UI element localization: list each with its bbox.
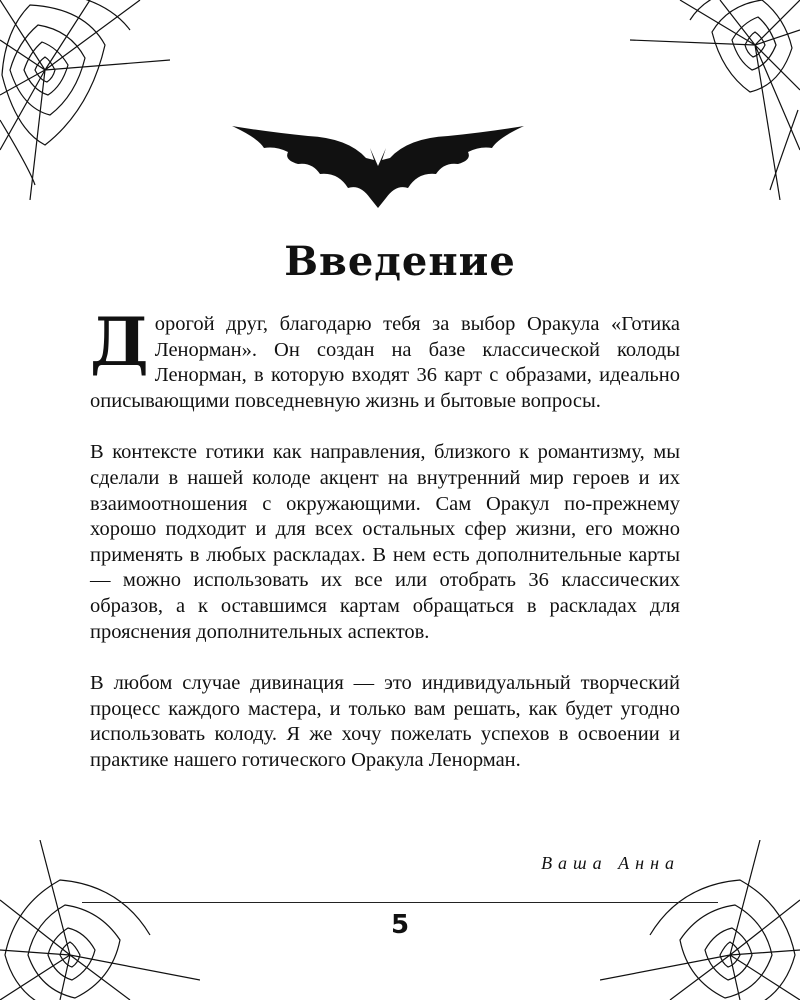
- paragraph-3: В любом случае дивинация — это индивидуальный творческий процесс каждого мастера, и только вам решать, как будет угодно использовать колоду. Я же хочу пожелать успехов в освоении и практике нашего готического Оракула Ленорман.: [90, 672, 680, 771]
- drop-cap: Д: [90, 303, 149, 381]
- paragraph-1-text: орогой друг, благодарю тебя за выбор Оракула «Готика Ленорман». Он создан на базе классической колоды Ленорман, в которую входят 36 карт с образами, идеально описывающими повседневную жизнь и бытовые вопросы.: [90, 313, 680, 412]
- paragraph-1: [90, 303, 680, 414]
- spiderweb-top-left-icon: [0, 0, 170, 200]
- page-number: 5: [390, 910, 410, 940]
- footer-divider: [82, 902, 718, 903]
- page-title: Введение: [284, 238, 516, 285]
- signature: Ваша Анна: [541, 853, 680, 873]
- spiderweb-top-right-icon: [630, 0, 800, 200]
- bat-icon: [228, 118, 528, 210]
- body-text: [90, 303, 680, 800]
- paragraph-2: В контексте готики как направления, близкого к романтизму, мы сделали в нашей колоде акцент на внутренний мир героев и их взаимоотношения с окружающими. Сам Оракул по-прежнему хорошо подходит и для всех остальных сфер жизни, его можно применять в любых раскладах. В нем есть дополнительные карты — можно использовать их все или отобрать 36 классических образов, а к оставшимся картам обращаться в раскладах для прояснения дополнительных аспектов.: [90, 441, 680, 643]
